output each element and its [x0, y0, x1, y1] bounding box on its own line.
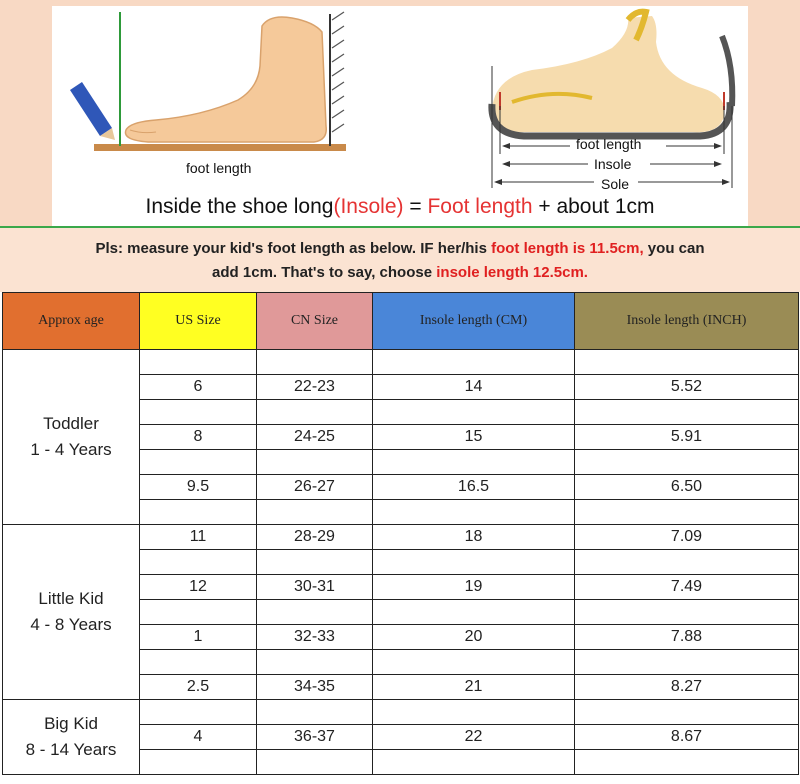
header-approx-age: Approx age — [3, 293, 140, 350]
us-size-cell: 1 — [140, 625, 257, 650]
insole-inch-cell — [575, 700, 799, 725]
instructions-text: add 1cm. That's to say, choose — [212, 264, 437, 281]
insole-inch-cell: 7.09 — [575, 525, 799, 550]
header-cn-size: CN Size — [257, 293, 373, 350]
us-size-cell: 2.5 — [140, 675, 257, 700]
us-size-cell: 9.5 — [140, 475, 257, 500]
us-size-cell — [140, 600, 257, 625]
cn-size-cell: 32-33 — [257, 625, 373, 650]
header-us-size: US Size — [140, 293, 257, 350]
insole-inch-cell: 7.49 — [575, 575, 799, 600]
cn-size-cell: 30-31 — [257, 575, 373, 600]
cn-size-cell: 26-27 — [257, 475, 373, 500]
insole-cm-cell — [373, 700, 575, 725]
us-size-cell: 12 — [140, 575, 257, 600]
age-group-name: Big Kid — [44, 714, 98, 733]
formula-suffix: + about 1cm — [532, 195, 655, 218]
insole-inch-cell — [575, 450, 799, 475]
us-size-cell — [140, 400, 257, 425]
insole-inch-cell: 8.27 — [575, 675, 799, 700]
cn-size-cell: 28-29 — [257, 525, 373, 550]
cn-size-cell — [257, 500, 373, 525]
insole-cm-cell — [373, 350, 575, 375]
insole-inch-cell — [575, 600, 799, 625]
table-row — [3, 525, 799, 550]
instructions-text: you can — [643, 240, 705, 257]
cn-size-cell — [257, 650, 373, 675]
sole-label: Sole — [601, 176, 630, 192]
measurement-illustration — [0, 0, 800, 226]
insole-cm-cell: 18 — [373, 525, 575, 550]
age-group-range: 8 - 14 Years — [25, 740, 117, 759]
us-size-cell — [140, 700, 257, 725]
cn-size-cell — [257, 450, 373, 475]
instructions-highlight: insole length 12.5cm. — [436, 264, 588, 281]
header-insole-cm: Insole length (CM) — [373, 293, 575, 350]
illustration-canvas — [52, 6, 748, 226]
us-size-cell: 11 — [140, 525, 257, 550]
instructions-highlight: foot length is 11.5cm, — [491, 240, 644, 257]
insole-label: Insole — [594, 156, 632, 172]
insole-cm-cell — [373, 450, 575, 475]
cn-size-cell — [257, 700, 373, 725]
us-size-cell: 4 — [140, 725, 257, 750]
insole-cm-cell — [373, 650, 575, 675]
foot-length-label: foot length — [576, 136, 642, 152]
cn-size-cell: 36-37 — [257, 725, 373, 750]
us-size-cell — [140, 350, 257, 375]
insole-cm-cell: 20 — [373, 625, 575, 650]
insole-cm-cell — [373, 750, 575, 775]
insole-cm-cell: 21 — [373, 675, 575, 700]
table-row — [3, 350, 799, 375]
table-header-row — [3, 293, 799, 350]
age-group-little-kid — [3, 525, 140, 700]
insole-inch-cell — [575, 350, 799, 375]
insole-cm-cell: 14 — [373, 375, 575, 400]
measure-instructions — [0, 226, 800, 292]
insole-cm-cell: 15 — [373, 425, 575, 450]
insole-cm-cell: 16.5 — [373, 475, 575, 500]
formula-equals: = — [403, 195, 428, 218]
foot-length-caption: foot length — [186, 160, 252, 176]
insole-inch-cell: 7.88 — [575, 625, 799, 650]
age-group-range: 1 - 4 Years — [30, 440, 112, 459]
instructions-line-2 — [0, 264, 800, 281]
cn-size-cell — [257, 400, 373, 425]
cn-size-cell — [257, 600, 373, 625]
insole-inch-cell — [575, 500, 799, 525]
cn-size-cell: 34-35 — [257, 675, 373, 700]
us-size-cell — [140, 650, 257, 675]
formula-insole: (Insole) — [333, 195, 404, 218]
age-group-name: Toddler — [43, 414, 99, 433]
instructions-line-1 — [0, 240, 800, 257]
age-group-range: 4 - 8 Years — [30, 615, 112, 634]
size-table — [2, 292, 799, 775]
insole-formula — [0, 195, 800, 219]
insole-cm-cell — [373, 400, 575, 425]
insole-inch-cell: 6.50 — [575, 475, 799, 500]
insole-cm-cell: 19 — [373, 575, 575, 600]
us-size-cell — [140, 450, 257, 475]
age-group-name: Little Kid — [38, 589, 104, 608]
cn-size-cell — [257, 550, 373, 575]
age-group-big-kid — [3, 700, 140, 775]
cn-size-cell — [257, 350, 373, 375]
header-insole-inch: Insole length (INCH) — [575, 293, 799, 350]
formula-foot-length: Foot length — [427, 195, 533, 218]
cn-size-cell — [257, 750, 373, 775]
insole-inch-cell — [575, 650, 799, 675]
insole-cm-cell — [373, 550, 575, 575]
instructions-text: Pls: measure your kid's foot length as below. IF her/his — [95, 240, 492, 257]
us-size-cell: 6 — [140, 375, 257, 400]
age-group-toddler — [3, 350, 140, 525]
us-size-cell: 8 — [140, 425, 257, 450]
insole-inch-cell — [575, 750, 799, 775]
insole-inch-cell: 8.67 — [575, 725, 799, 750]
insole-inch-cell: 5.52 — [575, 375, 799, 400]
insole-inch-cell — [575, 550, 799, 575]
insole-inch-cell — [575, 400, 799, 425]
insole-inch-cell: 5.91 — [575, 425, 799, 450]
formula-prefix: Inside the shoe long — [145, 195, 334, 218]
foot-diagram-graphic — [52, 6, 748, 226]
table-row — [3, 700, 799, 725]
us-size-cell — [140, 550, 257, 575]
insole-cm-cell — [373, 600, 575, 625]
us-size-cell — [140, 750, 257, 775]
insole-cm-cell: 22 — [373, 725, 575, 750]
cn-size-cell: 24-25 — [257, 425, 373, 450]
us-size-cell — [140, 500, 257, 525]
insole-cm-cell — [373, 500, 575, 525]
cn-size-cell: 22-23 — [257, 375, 373, 400]
